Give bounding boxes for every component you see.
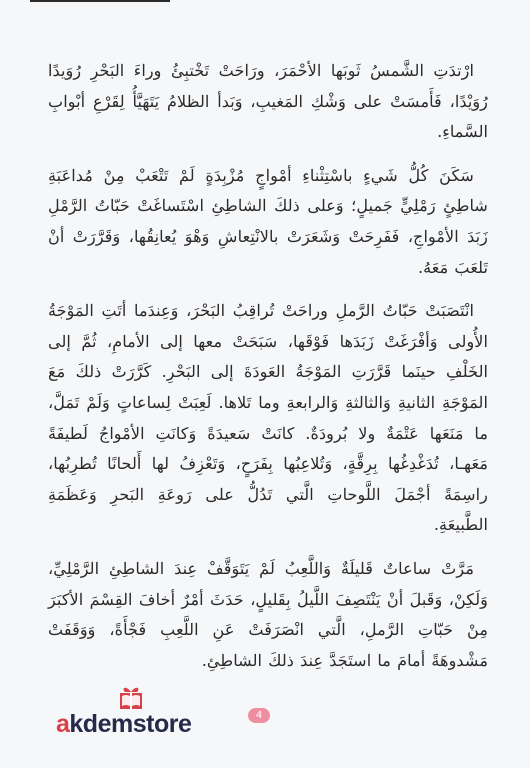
watermark-wordmark [56, 710, 191, 739]
akdemstore-watermark [56, 682, 216, 746]
gift-book-icon [116, 682, 146, 712]
page-number-badge: 4 [248, 708, 270, 723]
paragraph: سَكَنَ كُلُّ شَيءٍ باسْتِثْناءِ أمْواجٍ مُزْبِدَةٍ لَمْ تَتْعَبْ مِنْ مُداعَبَةِ شاطِئٍ رَمْلِيٍّ جَميلٍ؛ وَعلى ذلكَ الشاطِئِ اسْتَساغَتْ حَبّاتُ الرَّمْلِ زَبَدَ الأمْواجِ، فَفَرِحَتْ وَشَعَرَتْ بالانْتِعاشِ وَهْوَ يُعانِقُها، وَقَرَّرَتْ أنْ تَلعَبَ مَعَهُ. [48, 165, 488, 277]
watermark-rest: kdemstore [69, 710, 192, 738]
top-rule [30, 0, 170, 2]
paragraph: ارْتدَتِ الشَّمسُ ثَوبَها الأحْمَرَ، ورَاحَتْ تَخْتبِئُ وراءَ البَحْرِ رُوَيدًا رُوَيْدًا، فَأَمسَتْ على وَشْكِ المَغيبِ، وَبَدأ الظلامُ يَتَهَيَّأُ لِقَرْعِ أبْوابِ السَّماءِ. [48, 61, 488, 142]
paragraph: مَرَّتْ ساعاتٌ قَليلَةٌ وَاللَّعِبُ لَمْ يَتَوَقَّفْ عِندَ الشاطِئِ الرَّمْلِيِّ، وَلَكِنْ، وَقَبلَ أنْ يَنْتَصِفَ اللَّيلُ بِقَليلٍ، حَدَثَ أمْرٌ أخافَ القِسْمَ الأكبَرَ مِنْ حَبّاتِ الرَّملِ، الَّتي انْصَرَفَتْ عَنِ اللَّعِبِ فَجْأَةً، وَوَقَفَتْ مَشْدوهَةً أمامَ ما استَجَدَّ عِندَ ذلكَ الشاطِئِ. [48, 558, 488, 670]
story-text [48, 56, 488, 689]
watermark-letter-a: a [56, 710, 70, 738]
paragraph: انْتَصَبَتْ حَبّاتُ الرَّملِ وراحَتْ تُراقِبُ البَحْرَ، وَعِندَما أتَتِ المَوْجَةُ الأُولى وَأفْرَغَتْ زَبَدَها فَوْقَها، سَبَحَتْ معها إلى الأمامِ، ثُمَّ إلى الخَلْفِ حينَما قَرَّرَتِ المَوْجَةُ العَودَةَ إلى البَحْرِ. كَرَّرَتْ ذلكَ مَعَ المَوْجَةِ الثانيةِ وَالثالثةِ وَالرابعةِ وما تَلاها. لَعِبَتْ لِساعاتٍ وَلَمْ تَمَلَّ، ما مَنَعَها عَتْمَةٌ ولا بُرودَةٌ. كانَتْ سَعيدَةً وَكانَتِ الأمْواجُ لَطيفَةً مَعَهـا، تُدَغْدِغُها بِرِقَّةٍ، وَتُلاعِبُها بِفَرَحٍ، وَتَعْزِفُ لها أَلحانًا تُطرِبُها، راسِمَةً أجْمَلَ اللَّوحاتِ الَّتي تَدُلُّ على رَوعَةِ البَحرِ وَعَظَمَةِ الطَّبيعَةِ. [48, 301, 488, 535]
